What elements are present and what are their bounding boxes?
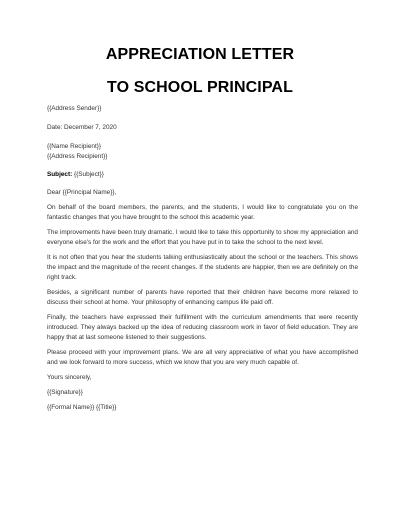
paragraph-1: On behalf of the board members, the parents, and the students, I would like to congratulate you on the fantastic changes that you have brought to the school this academic year. xyxy=(47,204,358,221)
letter-body xyxy=(47,104,358,413)
paragraph-3: It is not often that you hear the students talking enthusiastically about the school or the teachers. This shows the impact and the magnitude of the recent changes. If the students are happier, then we are definitely on the right track. xyxy=(47,254,358,281)
letter-date: Date: December 7, 2020 xyxy=(47,124,117,131)
formal-name-title: {{Formal Name}} {{Title}} xyxy=(47,404,117,411)
subject-line xyxy=(47,170,358,180)
letter-title-line-1: APPRECIATION LETTER xyxy=(105,46,295,63)
paragraph-4: Besides, a significant number of parents have reported that their children have become more relaxed to discuss their school at home. Your philosophy of enhancing campus life paid off. xyxy=(47,289,358,306)
paragraph-6: Please proceed with your improvement plans. We are all very appreciative of what you have accomplished and we look forward to more success, which we know that you are very much capable of. xyxy=(47,349,358,366)
signature: {{Signature}} xyxy=(47,389,83,396)
recipient-address: {{Address Recipient}} xyxy=(47,153,108,160)
recipient-name: {{Name Recipient}} xyxy=(47,143,102,150)
paragraph-2: The improvements have been truly dramatic. I would like to take this opportunity to show my appreciation and everyone else's for the work and the effort that you have put in to take the school to the next level. xyxy=(47,229,358,246)
letter-title-line-2: TO SCHOOL PRINCIPAL xyxy=(107,79,293,96)
sender-address: {{Address Sender}} xyxy=(47,105,102,112)
subject-value: {{Subject}} xyxy=(72,171,104,178)
salutation: Dear {{Principal Name}}, xyxy=(47,189,117,196)
paragraph-5: Finally, the teachers have expressed their fulfillment with the curriculum amendments that were recently introduced. They always backed up the idea of reducing classroom work in favor of field education. They are happy that at last someone listened to their suggestions. xyxy=(47,314,358,341)
subject-label: Subject: xyxy=(47,171,73,178)
closing: Yours sincerely, xyxy=(47,374,92,381)
